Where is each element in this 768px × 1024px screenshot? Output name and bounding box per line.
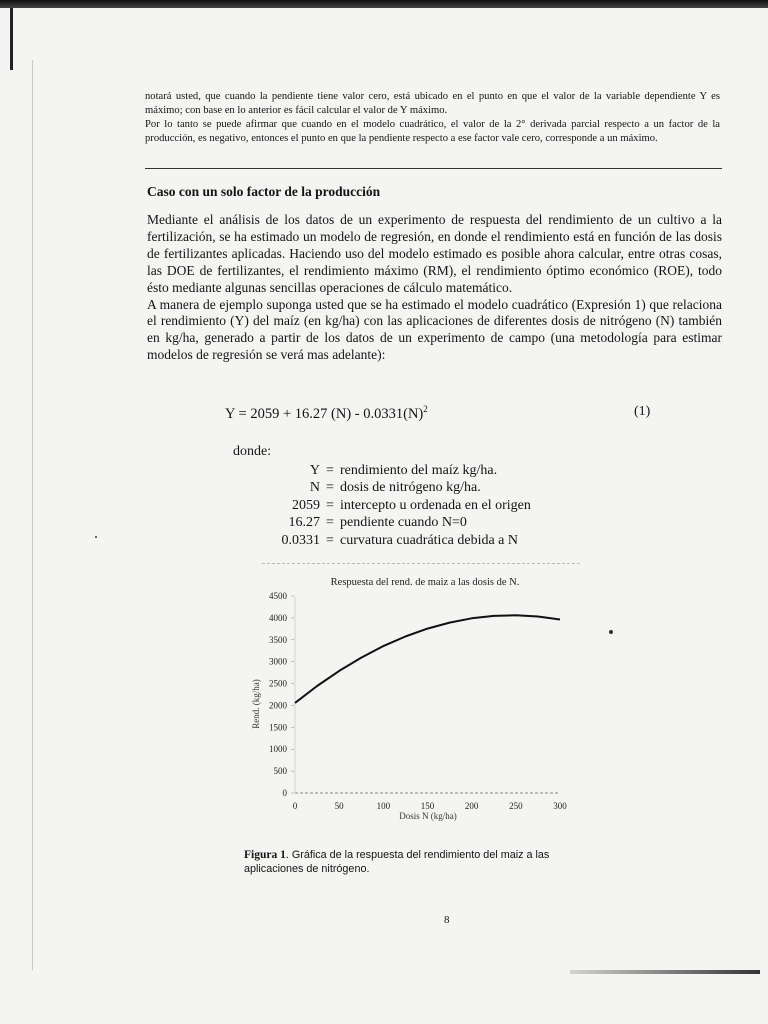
chart-x-tick-label: 250 [509,801,523,811]
top-note [145,90,720,146]
chart-y-tick-label: 4500 [269,591,287,601]
page-number: 8 [444,914,450,926]
definition-row [240,479,531,496]
definition-desc: dosis de nitrógeno kg/ha. [340,480,481,496]
chart-y-tick-label: 3500 [269,634,287,645]
section-title: Caso con un solo factor de la producción [147,184,381,199]
definition-row [240,532,531,549]
chart-y-tick-label: 0 [282,788,287,798]
figure-caption [244,848,584,876]
definition-symbol: Y [309,463,320,478]
definition-equals: = [326,463,334,478]
chart-x-tick-label: 300 [553,801,567,811]
chart-xlabel: Dosis N (kg/ha) [399,811,457,821]
definition-row [240,514,531,531]
definition-desc: rendimiento del maíz kg/ha. [340,463,498,478]
chart-title: Respuesta del rend. de maiz a las dosis de N. [330,577,520,588]
definition-symbol: 16.27 [288,515,320,531]
chart-y-tick-label: 4000 [269,612,287,623]
section-body [147,212,722,364]
definitions-label: donde: [233,444,272,459]
figure-chart [250,568,580,840]
top-rule [145,168,722,169]
chart-x-tick-label: 50 [334,801,344,811]
chart-y-tick-label: 2000 [269,700,287,711]
top-note-line-2: Por lo tanto se puede afirmar que cuando en el modelo cuadrático, el valor de la 2° derivada parcial respecto a un factor de la producción, es negativo, entonces el punto en que la pendiente respecto a ese factor vale cero, corresponde a un máximo. [145,119,720,144]
definition-desc: intercepto u ordenada en el origen [340,497,531,513]
chart-ylabel: Rend. (kg/ha) [251,679,261,729]
chart-svg [250,568,580,840]
chart-x-tick-label: 0 [292,801,298,811]
figure-top-rule [262,563,580,565]
scan-left-mark [10,8,13,70]
equation [225,404,428,423]
definition-symbol: 2059 [292,497,320,513]
top-note-line-1: notará usted, que cuando la pendiente tiene valor cero, está ubicado en el punto en que el valor de la variable dependiente Y es máximo; con base en lo anterior es fácil calcular el valor de Y máximo. [145,91,720,116]
chart-series [295,615,560,703]
chart-y-tick-label: 500 [273,766,287,777]
scan-speck [95,536,97,538]
scan-top-edge [0,0,768,8]
equation-number: (1) [634,404,651,419]
chart-x-tick-label: 100 [376,801,391,811]
scan-binding-line [32,60,33,970]
paragraph-1: Mediante el análisis de los datos de un experimento de respuesta del rendimiento de un cultivo a la fertilización, se ha estimado un modelo de regresión, en donde el rendimiento está en función de las dosis de fertilizantes aplicadas. Haciendo uso del modelo estimado es posible ahora calcular, entre otras cosas, las DOE de fertilizantes, el rendimiento máximo (RM), el rendimiento óptimo económico (ROE), todo ésto mediante algunas sencillas operaciones de cálculo matemático. [147,212,722,295]
definition-equals: = [326,480,334,496]
caption-label: Figura 1 [244,849,286,861]
definition-equals: = [326,497,334,513]
definition-symbol: N [309,480,320,496]
definition-desc: curvatura cuadrática debida a N [340,532,519,548]
scan-bottom-edge [570,970,760,974]
equation-exponent: 2 [423,404,428,414]
definition-equals: = [326,515,334,531]
chart-y-tick-label: 1500 [269,722,287,733]
chart-y-tick-label: 2500 [269,678,287,689]
definitions-list [240,462,531,549]
chart-series-line [295,615,560,703]
caption-text: . Gráfica de la respuesta del rendimiento del maiz a las aplicaciones de nitrógeno. [244,849,550,875]
chart-ticks [269,591,567,811]
chart-y-tick-label: 1000 [269,744,287,755]
chart-y-tick-label: 3000 [269,656,287,667]
definition-row [240,497,531,514]
chart-x-tick-label: 150 [420,801,435,811]
scan-speck [609,630,613,634]
chart-axes [295,596,560,793]
equation-text: Y = 2059 + 16.27 (N) - 0.0331(N) [225,405,424,422]
definition-equals: = [326,532,334,548]
definition-row [240,462,531,479]
definition-symbol: 0.0331 [281,532,320,548]
definition-desc: pendiente cuando N=0 [340,515,467,531]
paragraph-2: A manera de ejemplo suponga usted que se ha estimado el modelo cuadrático (Expresión 1) que relaciona el rendimiento (Y) del maíz (en kg/ha) con las aplicaciones de diferentes dosis de nitrógeno (N) también en kg/ha, generado a partir de los datos de un experimento de campo (una metodología para estimar modelos de regresión se verá mas adelante): [147,296,722,363]
chart-x-tick-label: 200 [464,801,479,811]
